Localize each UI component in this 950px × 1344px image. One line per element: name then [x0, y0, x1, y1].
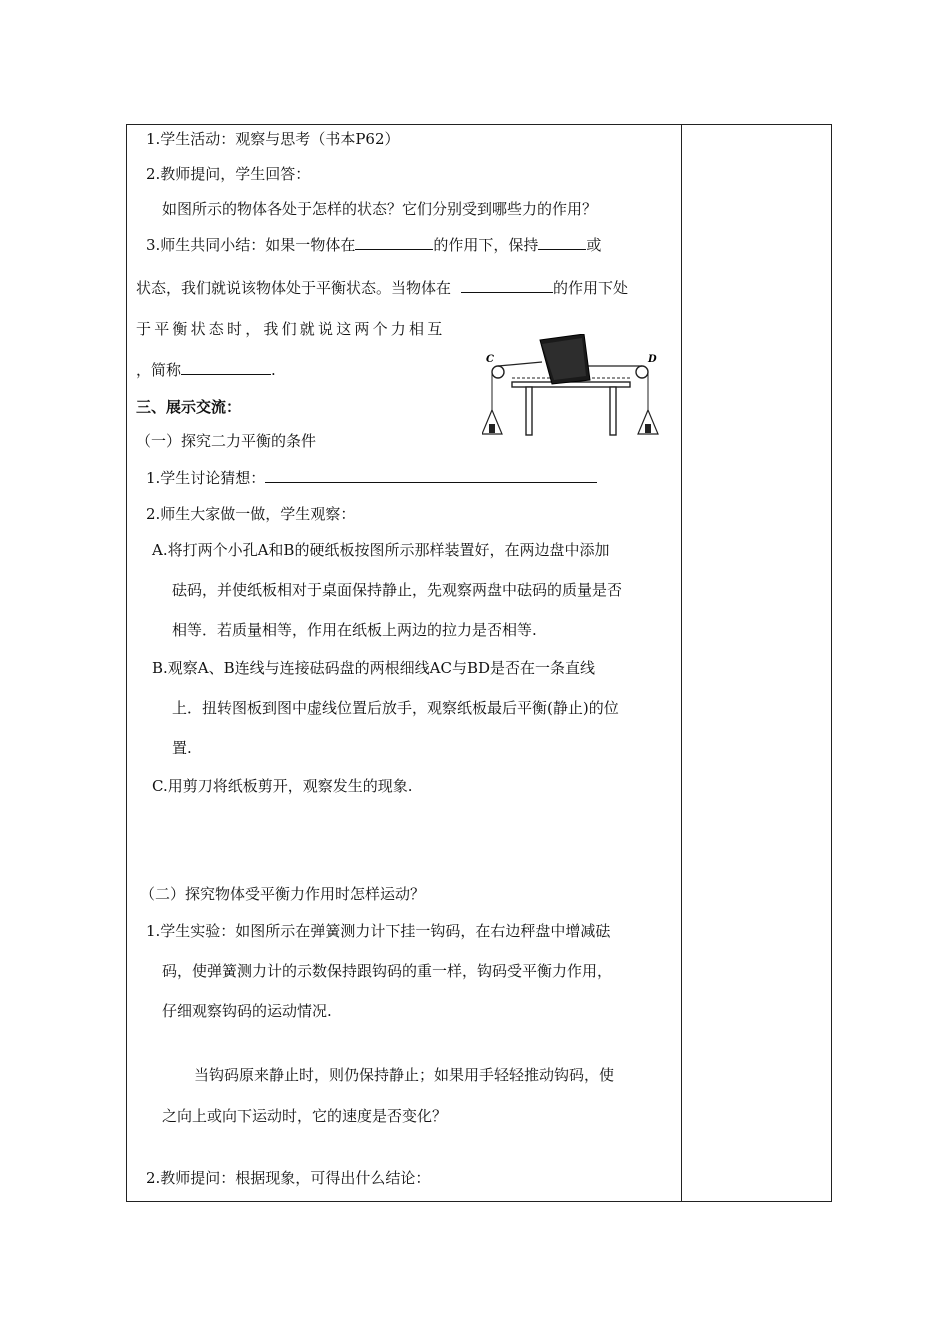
conclusion-question: 2.教师提问：根据现象，可得出什么结论： [146, 1169, 431, 1187]
guess-blank[interactable] [265, 468, 597, 483]
experiment-line-2: 码，使弹簧测力计的示数保持跟钩码的重一样，钩码受平衡力作用， [162, 962, 613, 980]
step-b-line-2: 上．扭转图板到图中虚线位置后放手，观察纸板最后平衡(静止)的位 [172, 699, 619, 717]
guess-line: 1.学生讨论猜想： [146, 468, 597, 487]
step-c-line: C.用剪刀将纸板剪开，观察发生的现象. [152, 777, 413, 795]
question-text: 如图所示的物体各处于怎样的状态？它们分别受到哪些力的作用？ [162, 200, 598, 218]
subsection-1-title: （一）探究二力平衡的条件 [136, 432, 317, 450]
subsection-2-title: （二）探究物体受平衡力作用时怎样运动？ [140, 885, 426, 903]
weight-left [489, 424, 495, 433]
column-divider [681, 125, 682, 1201]
step-a-line-2: 砝码，并使纸板相对于桌面保持静止，先观察两盘中砝码的质量是否 [172, 581, 623, 599]
summary-line-3: 于平衡状态时，我们就说这两个力相互 [136, 320, 446, 338]
table-leg-right [610, 387, 616, 435]
experiment-line-1: 1.学生实验：如图所示在弹簧测力计下挂一钩码，在右边秤盘中增减砝 [146, 922, 611, 940]
step-a-line-3: 相等．若质量相等，作用在纸板上两边的拉力是否相等. [172, 621, 537, 639]
label-c: C [486, 354, 494, 365]
activity-line: 1.学生活动：观察与思考（书本P62） [146, 130, 400, 148]
label-d: D [648, 354, 657, 365]
step-b-line-1: B.观察A、B连线与连接砝码盘的两根细线AC与BD是否在一条直线 [152, 659, 596, 677]
blank-1[interactable] [355, 235, 433, 250]
summary-line-1: 3.师生共同小结：如果一物体在 的作用下，保持 或 [146, 236, 602, 254]
observation-line-1: 当钩码原来静止时，则仍保持静止；如果用手轻轻推动钩码，使 [194, 1066, 615, 1084]
experiment-line-3: 仔细观察钩码的运动情况. [162, 1002, 332, 1020]
step-b-line-3: 置. [172, 739, 192, 757]
table-leg-left [526, 387, 532, 435]
observation-line-2: 之向上或向下运动时，它的速度是否变化？ [162, 1107, 448, 1125]
blank-2[interactable] [538, 235, 586, 250]
question-line: 2.教师提问，学生回答： [146, 165, 311, 183]
section-heading: 三、展示交流： [136, 398, 242, 416]
summary-line-4: ，简称 . [136, 361, 276, 379]
step-a-line-1: A.将打两个小孔A和B的硬纸板按图所示那样装置好，在两边盘中添加 [152, 541, 610, 559]
blank-3[interactable] [461, 278, 553, 293]
pulley-left [492, 366, 504, 378]
two-force-balance-figure [482, 334, 662, 438]
summary-line-2: 状态，我们就说该物体处于平衡状态。当物体在 的作用下处 [136, 279, 629, 297]
pulley-right [636, 366, 648, 378]
blank-4[interactable] [181, 360, 271, 375]
do-it-line: 2.师生大家做一做，学生观察： [146, 505, 356, 523]
weight-right [645, 424, 651, 433]
table-top [512, 382, 630, 387]
